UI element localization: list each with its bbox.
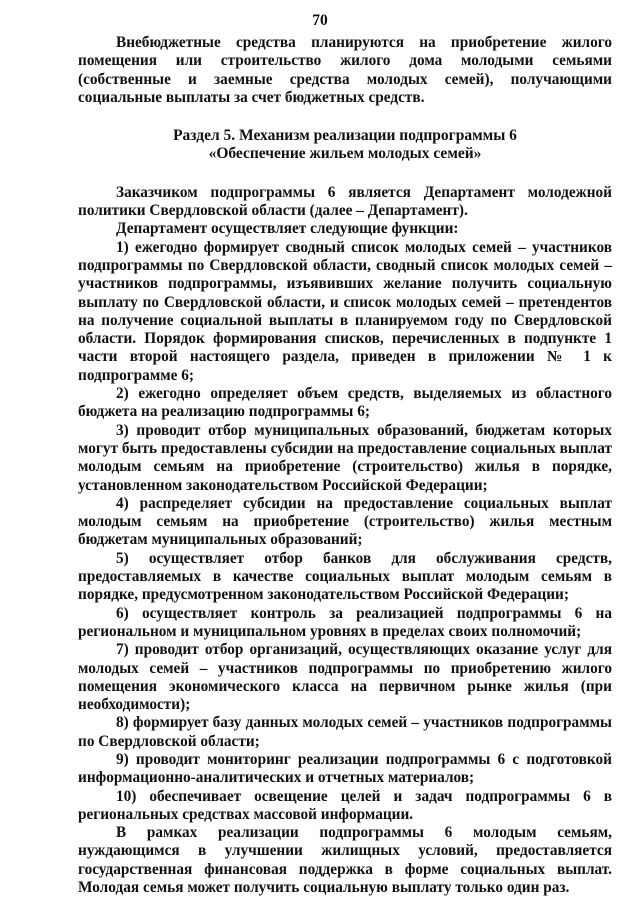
page-number: 70 — [312, 12, 328, 29]
functions-intro: Департамент осуществляет следующие функции: — [116, 220, 459, 238]
function-item-10: 10) обеспечивает освещение целей и задач подпрограммы 6 в региональных средствах массовой информации. — [78, 787, 612, 823]
spacer — [78, 164, 612, 184]
intro-paragraph: Внебюджетные средства планируются на приобретение жилого помещения или строительство жилого дома молодыми семьями (собственные и заемные средства молодых семей), получающими социальные выплаты за счет бюджетных средств. — [78, 34, 612, 106]
function-item-3: 3) проводит отбор муниципальных образований, бюджетам которых могут быть предоставлены субсидии на предоставление социальных выплат молодым семьям на приобретение (строительство) жилья в порядке, установленном законодательством Российской Федерации; — [78, 421, 612, 494]
function-item-1: 1) ежегодно формирует сводный список молодых семей – участников подпрограммы по Свердловской области, сводный список молодых семей – участников подпрограммы, изъявивших желание получить социальную выплату по Свердловской области, и список молодых семей – претендентов на получение социальной выплаты в планируемом году по Свердловской области. Порядок формирования списков, перечисленных в подпункте 1 части второй настоящего раздела, приведен в приложении № 1 к подпрограмме 6; — [78, 238, 612, 384]
function-item-5: 5) осуществляет отбор банков для обслуживания средств, предоставляемых в качестве социальных выплат молодым семьям в порядке, предусмотренном законодательством Российской Федерации; — [78, 549, 612, 604]
page-content — [78, 34, 612, 897]
section-title-line1: Раздел 5. Механизм реализации подпрограммы 6 — [173, 127, 517, 145]
function-item-7: 7) проводит отбор организаций, осуществляющих оказание услуг для молодых семей – участников подпрограммы по приобретению жилого помещения экономического класса на первичном рынке жилья (при необходимости); — [78, 641, 612, 714]
function-item-4: 4) распределяет субсидии на предоставление социальных выплат молодым семьям на приобретение (строительство) жилья местным бюджетам муниципальных образований; — [78, 494, 612, 549]
function-item-2: 2) ежегодно определяет объем средств, выделяемых из областного бюджета на реализацию подпрограммы 6; — [78, 385, 612, 421]
customer-paragraph: Заказчиком подпрограммы 6 является Департамент молодежной политики Свердловской области (далее – Департамент). — [78, 183, 612, 220]
spacer — [78, 107, 612, 127]
section-title-line2: «Обеспечение жильем молодых семей» — [208, 145, 482, 163]
function-item-9: 9) проводит мониторинг реализации подпрограммы 6 с подготовкой информационно-аналитических и отчетных материалов; — [78, 750, 612, 787]
section-heading — [78, 127, 612, 164]
function-item-6: 6) осуществляет контроль за реализацией подпрограммы 6 на региональном и муниципальном уровнях в пределах своих полномочий; — [78, 604, 612, 640]
function-item-8: 8) формирует базу данных молодых семей – участников подпрограммы по Свердловской области; — [78, 714, 612, 750]
closing-paragraph: В рамках реализации подпрограммы 6 молодым семьям, нуждающимся в улучшении жилищных условий, предоставляется государственная финансовая поддержка в форме социальных выплат. Молодая семья может получить социальную выплату только один раз. — [78, 824, 612, 897]
